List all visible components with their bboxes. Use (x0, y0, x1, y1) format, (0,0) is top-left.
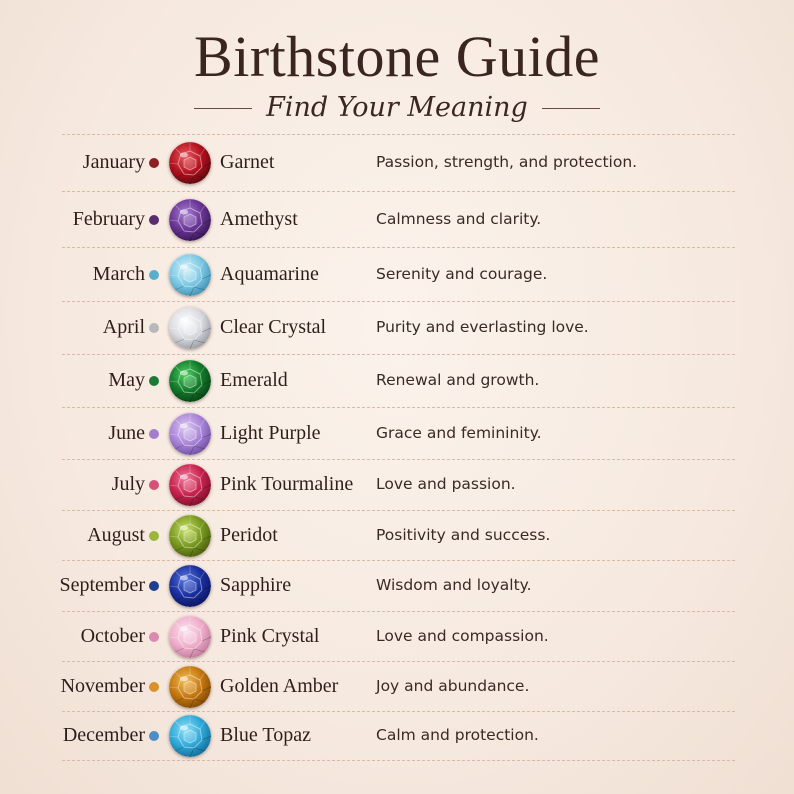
stone-name: Blue Topaz (220, 724, 311, 746)
color-dot-icon (149, 731, 159, 741)
color-dot-icon (149, 581, 159, 591)
stone-name: Sapphire (220, 574, 292, 596)
stone-name: Amethyst (220, 207, 298, 230)
gemstone-icon (169, 413, 211, 455)
month-label: October (80, 624, 145, 647)
table-row (59, 561, 735, 612)
gemstone-icon (169, 199, 211, 241)
table-row (62, 355, 735, 408)
month-label: May (108, 369, 145, 391)
month-label: June (108, 421, 145, 444)
color-dot-icon (149, 323, 159, 333)
stone-meaning: Calmness and clarity. (376, 209, 542, 228)
color-dot-icon (149, 376, 159, 386)
table-row (62, 662, 735, 712)
stone-meaning: Positivity and success. (376, 525, 551, 544)
stone-name: Emerald (220, 369, 288, 391)
gemstone-icon (169, 515, 211, 557)
color-dot-icon (149, 158, 159, 168)
color-dot-icon (149, 215, 159, 225)
subtitle-right-rule (542, 108, 600, 109)
stone-meaning: Calm and protection. (376, 726, 539, 744)
page-subtitle: Find Your Meaning (266, 92, 528, 123)
month-label: August (87, 523, 145, 546)
table-row (62, 302, 735, 355)
stone-meaning: Love and compassion. (376, 626, 549, 645)
stone-meaning: Joy and abundance. (376, 676, 530, 695)
color-dot-icon (149, 429, 159, 439)
stone-meaning: Grace and femininity. (376, 423, 542, 442)
gemstone-icon (169, 464, 211, 506)
stone-meaning: Renewal and growth. (376, 371, 540, 389)
month-label: March (92, 262, 145, 285)
stone-name: Golden Amber (220, 674, 339, 697)
month-label: July (111, 473, 145, 495)
color-dot-icon (149, 531, 159, 541)
stone-name: Garnet (220, 151, 275, 173)
stone-meaning: Passion, strength, and protection. (376, 153, 638, 171)
stone-name: Peridot (220, 523, 278, 546)
gemstone-icon (169, 142, 211, 184)
stone-meaning: Wisdom and loyalty. (376, 576, 532, 594)
stone-name: Pink Tourmaline (220, 473, 354, 495)
stone-name: Clear Crystal (220, 316, 327, 338)
gemstone-icon (169, 666, 211, 708)
gemstone-icon (169, 254, 211, 296)
gemstone-icon (169, 616, 211, 658)
month-label: January (82, 151, 145, 173)
month-label: April (102, 316, 145, 338)
birthstone-table (59, 134, 735, 761)
month-label: September (59, 574, 145, 596)
color-dot-icon (149, 480, 159, 490)
stone-meaning: Purity and everlasting love. (376, 318, 589, 336)
subtitle-left-rule (194, 108, 252, 109)
month-label: December (62, 724, 145, 746)
gemstone-icon (169, 715, 211, 757)
color-dot-icon (149, 270, 159, 280)
table-row (62, 135, 735, 192)
page-title: Birthstone Guide (194, 24, 600, 89)
table-row (62, 192, 735, 248)
table-row (62, 248, 735, 302)
month-label: February (72, 207, 145, 230)
month-label: November (60, 674, 145, 697)
table-row (62, 511, 735, 561)
table-row (62, 408, 735, 460)
table-row (62, 460, 735, 511)
gemstone-icon (169, 307, 211, 349)
stone-meaning: Serenity and courage. (376, 264, 548, 283)
table-row (62, 712, 735, 761)
gemstone-icon (169, 565, 211, 607)
stone-name: Pink Crystal (220, 624, 320, 647)
header (0, 0, 794, 130)
stone-name: Light Purple (220, 421, 321, 444)
subtitle-block (0, 88, 794, 128)
table-row (62, 612, 735, 662)
color-dot-icon (149, 682, 159, 692)
gemstone-icon (169, 360, 211, 402)
stone-name: Aquamarine (220, 262, 319, 285)
stone-meaning: Love and passion. (376, 475, 516, 493)
color-dot-icon (149, 632, 159, 642)
